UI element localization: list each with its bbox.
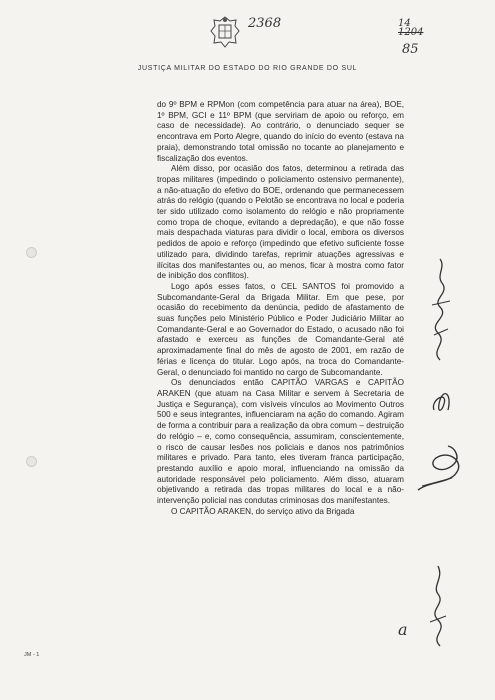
handwritten-reference-number: 2368 [248,16,282,31]
page-number-new: 85 [402,42,419,57]
signature-2 [426,380,456,420]
paragraph-3: Logo após esses fatos, o CEL SANTOS foi promovido a Subcomandante-Geral da Brigada Militar. Em que pese, por ocasião do recebimento da denúncia, pedido de afastamento de suas funções pelo Ministério Público e Poder Judiciário Militar ao Comandante-Geral e ao Governador do Estado, o acusado não foi afastado e exerceu as funções de Comandante-Geral até aproximadamente final do mês de agosto de 2001, em razão de férias e licença do titular. Logo após, na troca do Comandante-Geral, o denunciado foi mantido no cargo de Subcomandante. [157,281,404,377]
document-body [157,100,404,517]
punch-hole-bottom [26,456,37,467]
page-number-struck: 1204 [398,27,424,38]
punch-hole-top [26,247,37,258]
margin-circled-mark: a [398,620,408,639]
paragraph-1: do 9º BPM e RPMon (com competência para atuar na área), BOE, 1º BPM, GCI e 11º BPM (que serviriam de apoio ou reforço, em caso de necessidade). Ao contrário, o denunciado sequer se encontrava em Porto Alegre, quando do início do evento (estava na praia), demonstrando total omissão no tocante ao planejamento e fiscalização dos eventos. [157,100,404,163]
paragraph-2: Além disso, por ocasião dos fatos, determinou a retirada das tropas militares (impedindo o policiamento ostensivo permanente), a não-atuação do efetivo do BOE, ordenando que permanecessem atrás do relógio (quando o Pelotão se encontrava no local e poderia ter sido utilizado como isolamento do relógio e não propriamente como tropa de choque, evitando a depredação), e que não fosse mais despachada viaturas para dividir o local, embora os diversos pedidos de apoio e reforço (impedindo que efetivo suficiente fosse utilizado para, dividindo tarefas, reprimir atuações agressivas e ilícitas dos manifestantes ou, ao menos, ficar à mostra como fator de inibição dos conflitos). [157,164,404,281]
page-number-top: 14 [398,18,411,29]
paragraph-4: Os denunciados então CAPITÃO VARGAS e CAPITÃO ARAKEN (que atuam na Casa Militar e servem à Secretaria de Justiça e Segurança), com visíveis vínculos ao Movimento Outros 500 e seus integrantes, influenciaram na ação do comando. Agiram de forma a contribuir para a realização da obra comum – destruição do relógio – e, como consequência, assumiram, conscientemente, o risco de causar lesões nos policiais e danos nos patrimônios militares e privado. Para tanto, eles tiveram franca participação, prestando auxílio e apoio moral, influenciando na omissão da autoridade responsável pelo policiamento. Além disso, atuaram objetivando a retirada das tropas militares do local e a não-intervenção policial nas condutas criminosas dos manifestantes. [157,378,404,506]
signature-4 [418,560,458,650]
paragraph-5: O CAPITÃO ARAKEN, do serviço ativo da Brigada [171,506,355,516]
signature-3 [412,440,464,500]
signature-1 [420,255,460,365]
court-header-title: JUSTIÇA MILITAR DO ESTADO DO RIO GRANDE DO SUL [137,65,358,72]
coat-of-arms-icon [208,14,242,50]
footer-form-code: JM - 1 [24,652,40,658]
page-number-annotation [398,18,423,57]
